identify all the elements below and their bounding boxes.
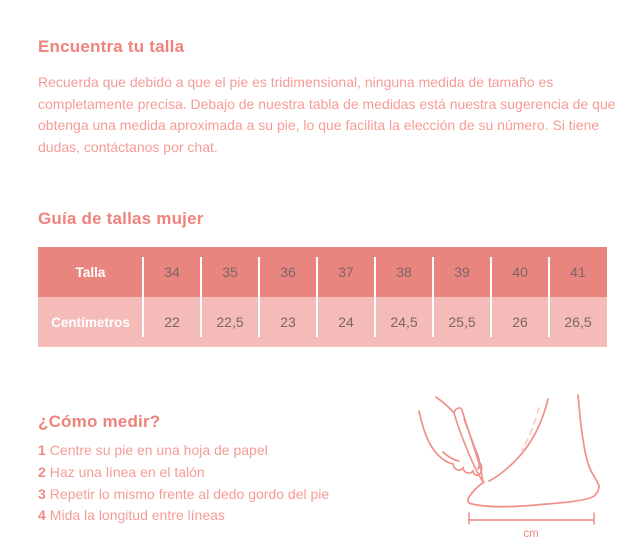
foot-illustration-svg (410, 393, 640, 553)
size-table (38, 247, 607, 347)
table-column-divider (548, 257, 550, 337)
size-cell: 36 (280, 264, 296, 280)
foot-outline (468, 395, 599, 507)
page-title: Encuentra tu talla (38, 37, 185, 56)
size-cell: 39 (454, 264, 470, 280)
step-number: 2 (38, 463, 46, 480)
cm-cell: 24,5 (390, 314, 418, 330)
foot-measure-illustration (410, 393, 640, 553)
step-item (38, 462, 329, 484)
step-text: Repetir lo mismo frente al dedo gordo del pie (49, 485, 330, 502)
step-text: Mida la longitud entre líneas (49, 507, 225, 524)
cm-cell: 22 (164, 314, 180, 330)
cm-cell: 23 (280, 314, 296, 330)
size-cell: 38 (396, 264, 412, 280)
measure-steps (38, 440, 329, 527)
how-to-title: ¿Cómo medir? (38, 412, 161, 431)
table-column-divider (490, 257, 492, 337)
step-item (38, 440, 329, 462)
table-row-centimeters (38, 297, 607, 347)
size-cell: 37 (338, 264, 354, 280)
step-text: Haz una línea en el talón (49, 463, 205, 480)
step-number: 1 (38, 442, 46, 458)
size-cell: 40 (512, 264, 528, 280)
size-cell: 41 (570, 264, 586, 280)
step-number: 4 (38, 507, 46, 524)
size-guide-title: Guía de tallas mujer (38, 209, 204, 228)
row-label-talla: Talla (75, 264, 106, 280)
table-column-divider (200, 257, 202, 337)
cm-cell: 25,5 (448, 314, 476, 330)
table-column-divider (258, 257, 260, 337)
step-text: Centre su pie en una hoja de papel (49, 442, 268, 458)
hand-outline (419, 397, 482, 475)
step-number: 3 (38, 485, 46, 502)
cm-cell: 22,5 (216, 314, 244, 330)
table-row-sizes (38, 247, 607, 297)
table-column-divider (142, 257, 144, 337)
row-label-centimetros: Centímetros (51, 314, 130, 330)
size-cell: 35 (222, 264, 238, 280)
table-column-divider (432, 257, 434, 337)
cm-label: cm (523, 528, 539, 540)
intro-paragraph: Recuerda que debido a que el pie es tridimensional, ninguna medida de tamaño es completamente precisa. Debajo de nuestra tabla de medidas está nuestra sugerencia de que obtenga una medida aproximada a su pie, lo que facilita la elección de su número. Si tiene dudas, contáctanos por chat. (38, 74, 616, 155)
cm-cell: 26 (512, 314, 528, 330)
cm-cell: 24 (338, 314, 354, 330)
step-item (38, 484, 329, 506)
size-cell: 34 (164, 264, 180, 280)
cm-cell: 26,5 (564, 314, 592, 330)
step-item (38, 505, 329, 527)
table-column-divider (316, 257, 318, 337)
measure-line (469, 513, 594, 524)
table-column-divider (374, 257, 376, 337)
